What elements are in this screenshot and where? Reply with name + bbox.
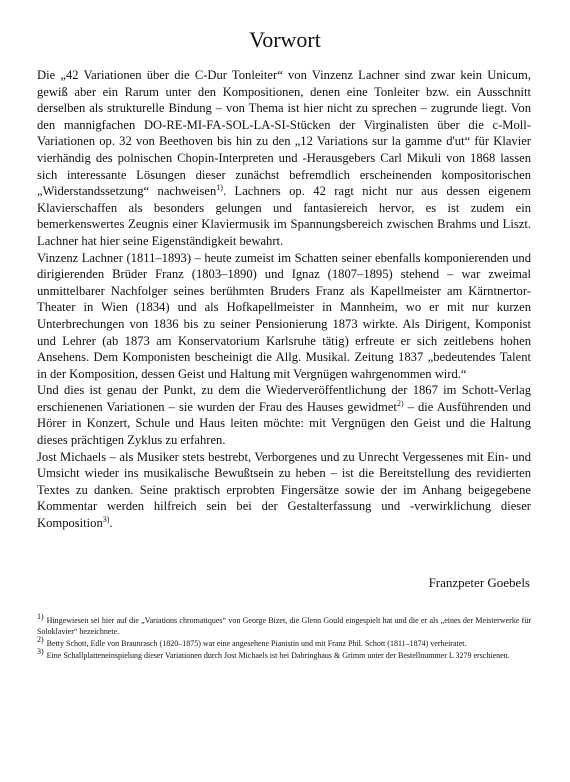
footnote-ref-3: 3) (102, 514, 110, 524)
footnote-3: $^{3)}$ Eine Schallplatteneinspielung dieser Variationen durch Jost Michaels ist bei Dabringhaus & Grimm unter der Bestellnummer L 3279 erschienen. (37, 647, 510, 660)
paragraph-2 (37, 250, 531, 383)
paragraph-3 (37, 382, 531, 448)
footnotes (37, 612, 531, 662)
author-signature: Franzpeter Goebels (428, 575, 530, 590)
page-title: Vorwort (249, 27, 321, 52)
paragraph-2-text: Vinzenz Lachner (1811–1893) – heute zumeist im Schatten seiner ebenfalls komponierenden und dirigierenden Brüder Franz (1803–1890) und Ignaz (1807–1895) stehend – war zweimal unmittelbarer Nachfolger seines berühmten Bruders Franz als Kapellmeister am Kärntnertor-Theater in Wien (1834) und als Hofkapellmeister in Mannheim, wo er mit nur kurzen Unterbrechungen von 1836 bis zu seiner Pensionierung 1873 wirkte. Als Dirigent, Komponist und Lehrer (ab 1873 am Konservatorium Karlsruhe tätig) erfreute er sich zeitlebens hohen Ansehens. Dem Komponisten bescheinigt die Allg. Musikal. Zeitung 1837 „bedeutendes Talent in der Komposition, dessen Geist und Haltung mit Vergnügen wahrgenommen wird.“ (37, 250, 531, 381)
body-text (37, 67, 531, 532)
paragraph-1-text: Die „42 Variationen über die C-Dur Tonleiter“ von Vinzenz Lachner sind zwar kein Unicum, gewiß aber ein Rarum unter den Kompositionen, denen eine Tonleiter bzw. ein Ausschnitt derselben als strukturelle Bindung – von Thema ist hier nicht zu sprechen – zugrunde liegt. Von den mannigfachen DO-RE-MI-FA-SOL-LA-SI-Stücken der Virginalisten über die c-Moll-Variationen op. 32 von Beethoven bis hin zu den „12 Variations sur la gamme d'ut“ für Klavier vierhändig des polnischen Chopin-Interpreten und -Herausgebers Carl Mikuli von 1868 lassen sich interessante Lösungen dieser zunächst befremdlich erscheinenden kompositorischen „Widerstandssetzung“ nachweisen (37, 68, 531, 199)
paragraph-3-tail: – die Ausführenden und Hörer in Konzert, Schule und Haus leiten möchte: mit Vergnügen den Geist und die Haltung dieses prächtigen Zyklus zu erfahren. (37, 399, 531, 448)
paragraph-1 (37, 67, 531, 250)
footnote-2-text: Betty Schott, Edle von Braunrasch (1820–1875) war eine angesehene Pianistin und mit Franz Phil. Schott (1811–1874) verheiratet. (46, 639, 467, 648)
footnote-1: $^{1)}$ Hingewiesen sei hier auf die „Variations chromatiques“ von George Bizet, die Glenn Gould eingespielt hat und die er als „eines der Meisterwerke für Soloklavier“ bezeichnete. (37, 612, 531, 636)
footnote-ref-1: 1) (216, 182, 223, 192)
footnote-ref-2: 2) (396, 398, 404, 408)
paragraph-4-text: Jost Michaels – als Musiker stets bestrebt, Verborgenes und zu Unrecht Vergessenes mit Ein- und Umsicht wieder ins musikalische Bewußtsein zu heben – ist die Bereitstellung des revidierten Textes zu danken. Seine praktisch erprobten Fingersätze sowie der im Anhang beigegebene Kommentar werden hilfreich sein bei der Gestalterfassung und -verwirklichung dieser Komposition (37, 449, 531, 531)
paragraph-4-tail: . (109, 516, 113, 531)
footnote-2: $^{2)}$ Betty Schott, Edle von Braunrasch (1820–1875) war eine angesehene Pianistin und mit Franz Phil. Schott (1811–1874) verheiratet. (37, 635, 467, 648)
paragraph-1-tail: . Lachners op. 42 ragt nicht nur aus dessen eigenem Klavierschaffen als besonders gelungen und fantasiereich hervor, es ist zudem ein bemerkenswertes Zeugnis einer Klaviermusik im Spannungsbereich zwischen Brahms und Liszt. Lachner hat hier seine Eigenständigkeit bewahrt. (37, 184, 531, 248)
paragraph-4 (37, 449, 531, 532)
footnote-1-text: Hingewiesen sei hier auf die „Variations chromatiques“ von George Bizet, die Glenn Gould eingespielt hat und die er als „eines der Meisterwerke für Soloklavier“ bezeichnete. (37, 616, 531, 636)
paragraph-3-text: Und dies ist genau der Punkt, zu dem die Wiederveröffentlichung der 1867 im Schott-Verlag erschienenen Variationen – sie wurden der Frau des Hauses gewidmet (37, 383, 531, 414)
footnote-3-text: Eine Schallplatteneinspielung dieser Variationen durch Jost Michaels ist bei Dabringhaus & Grimm unter der Bestellnummer L 3279 erschienen. (46, 651, 510, 660)
